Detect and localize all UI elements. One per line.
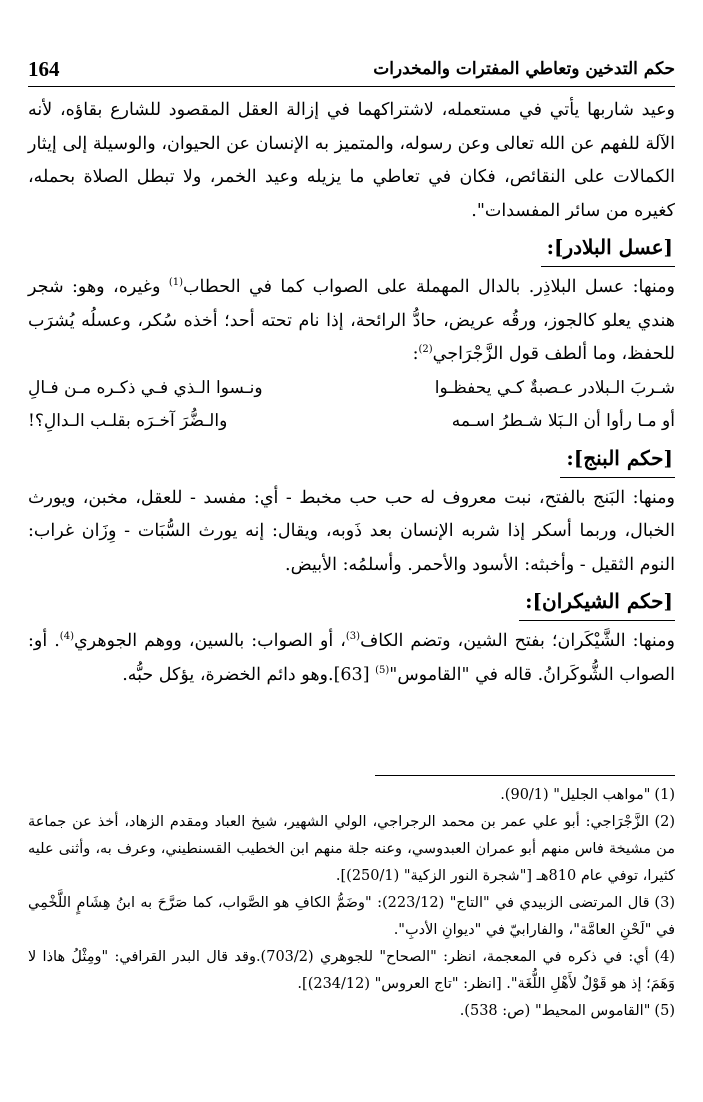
footnote: (5) "القاموس المحيط" (ص: 538). bbox=[28, 998, 675, 1025]
footnote-divider bbox=[375, 775, 675, 776]
main-text bbox=[28, 94, 675, 692]
paragraph: ومنها: عسل البلاذِر. بالدال المهملة على الصواب كما في الحطاب$^{(1)}$ وغيره، وهو: شجر هندي يعلو كالجوز، ورقُه عريض، حادُّ الرائحة، إذا نام تحته أحد؛ أخذه سُكر، وعسلُه يُشرَب للحفظ، وما ألطف قول الزَّجْرَاجي$^{(2)}$: bbox=[28, 277, 675, 364]
footnote: (3) قال المرتضى الزبيدي في "التاج" (223/12): "وضَمُّ الكافِ هو الصَّواب، كما صَرَّحَ به ابنُ هِشَامٍ اللَّخْمِي في "لَحْنِ العامَّة"، والفارابيّ في "ديوانِ الأدبِ". bbox=[28, 890, 675, 944]
footnote-number: (1) bbox=[654, 787, 675, 803]
footnote-number: (4) bbox=[654, 949, 675, 965]
verse-hemistich: أو مـا رأوا أن الـبَلا شـطرُ اسـمه bbox=[451, 411, 675, 431]
footnote-ref[interactable]: (2) bbox=[418, 344, 433, 356]
footnote: (4) أي: في ذكره في المعجمة، انظر: "الصحاح" للجوهري (703/2).وقد قال البدر القرافي: "ومِثْلُ هاذا لا وَهَمَ؛ إذ هو قَوْلٌ لأَهْلِ اللُّغَة". [انظر: "تاج العروس" (234/12)]. bbox=[28, 944, 675, 998]
verse-hemistich: شـربَ الـبلادر عـصبةٌ كـي يحفظـوا bbox=[434, 377, 675, 398]
footnote: (2) الزَّجْرَاجي: أبو علي عمر بن محمد الرجراجي، الولي الشهير، شيخ العباد ومقدم الزهاد، أخذ عن جماعة من مشيخة فاس منهم أبو عمران العبدوسي، وعنه جلة منهم ابن الخطيب القسنطيني، وعرف به، وأثنى عليه كثيرا، توفي عام 810هـ ["شجرة النور الزكية" (250/1)]. bbox=[28, 809, 675, 890]
paragraph: وعيد شاربها يأتي في مستعمله، لاشتراكهما في إزالة العقل المقصود للشارع بقاؤه، لأنه الآلة للفهم عن الله تعالى وعن رسوله، والمتميز به الإنسان عن الحيوان، والوسيلة إلى إيثار الكمالات على النقائص، فكان في تعاطي ما يزيله وعيد الخمر، ولا تبطل الصلاة بحمله، كغيره من سائر المفسدات". bbox=[28, 100, 675, 221]
paragraph: ومنها: الشَّيْكَران؛ بفتح الشين، وتضم الكاف$^{(3)}$، أو الصواب: بالسين، ووهم الجوهري$^{(4)}$. أو: الصواب الشُّوكَرانُ. قاله في "القاموس"$^{(5)}$ [63].وهو دائم الخضرة، يؤكل حبُّه. bbox=[28, 631, 675, 685]
footnote-number: (3) bbox=[654, 895, 675, 911]
page-number: 164 bbox=[28, 56, 60, 81]
poem-verse bbox=[28, 405, 675, 439]
verse-hemistich: والـضُّرَ آخـرَه بقلـب الـدالِ؟! bbox=[28, 411, 228, 431]
verse-hemistich: ونـسوا الـذي فـي ذكـره مـن فـالِ bbox=[28, 377, 263, 398]
footnote-ref[interactable]: (4) bbox=[59, 631, 74, 643]
footnotes bbox=[28, 782, 675, 1025]
poem-verse bbox=[28, 372, 675, 406]
footnote-ref[interactable]: (5) bbox=[375, 664, 390, 676]
footnote: (1) "مواهب الجليل" (90/1). bbox=[28, 782, 675, 809]
footnote-number: (5) bbox=[654, 1003, 675, 1019]
header-divider bbox=[28, 86, 675, 87]
section-heading: [عسل البلادر]: bbox=[541, 230, 675, 267]
paragraph: ومنها: البَنج بالفتح، نبت معروف له حب حب مخبط - أي: مفسد - للعقل، مخبن، ويورث الخبال، وربما أسكر إذا شربه الإنسان بعد ذَوبه، ويقال: إنه يورث السُّبَات - وِزَان غراب: النوم الثقيل - وأخبثه: الأسود والأحمر. وأسلمُه: الأبيض. bbox=[28, 487, 675, 575]
footnote-number: (2) bbox=[654, 814, 676, 830]
footnote-ref[interactable]: (3) bbox=[345, 631, 361, 643]
section-heading: [حكم البنج]: bbox=[560, 441, 675, 478]
section-heading: [حكم الشيكران]: bbox=[519, 584, 675, 621]
footnote-ref[interactable]: (1) bbox=[168, 277, 183, 289]
running-header bbox=[28, 52, 675, 86]
running-title: حكم التدخين وتعاطي المفترات والمخدرات bbox=[373, 59, 675, 79]
